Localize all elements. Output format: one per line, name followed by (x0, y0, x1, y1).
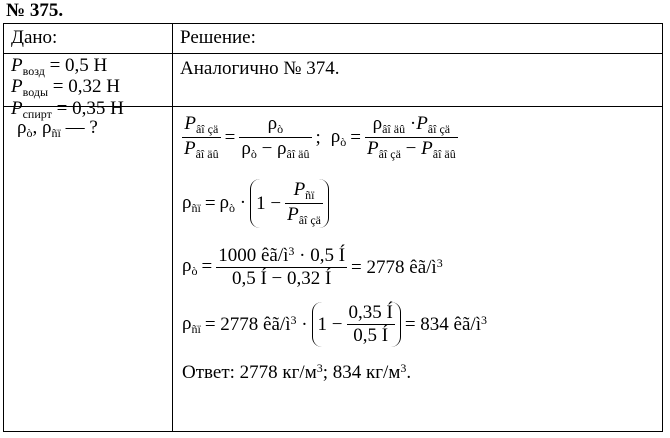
given-header: Дано: (4, 24, 173, 54)
solution-intro-cell (173, 54, 663, 107)
solution-body (173, 107, 663, 432)
solution-table (3, 23, 663, 432)
solution-header: Решение: (173, 24, 663, 54)
problem-number: № 375. (6, 0, 64, 21)
equation-2: $\rho_{ñï}$ = $\rho_ò$ · 1 − $\frac{P_{ñï}}{P_{âî çä}}$ (182, 179, 329, 228)
given-air: $P_{возд} = 0,5$ Н (11, 55, 108, 78)
equation-4: $\rho_{ñï}$ = 2778 $êã/ì^3$ · 1 − $\frac{0,35 Í}{0,5 Í}$ = 834 $êã/ì^3$ (182, 302, 487, 346)
equation-3: $\rho_ò$ = $\frac{1000 êã/ì^3 \cdot 0,5 Í}{0,5 Í - 0,32 Í}$ = 2778 $êã/ì^3$ (182, 244, 443, 289)
equation-1: $\frac{P_{âî çä}}{P_{âî äû}}$ = $\frac{\rho_ò}{\rho_ò - \rho_{âî äû}}$ ; $\rho_ò$ = $\frac{\rho_{âî äû} \cdot P_{âî çä}}{P_{âî çä} - P_{âî äû}}$ (184, 113, 456, 161)
answer: Ответ: 2778 $кг/м^3$; 834 $кг/м^3$. (182, 361, 412, 383)
unknowns: $\rho_ò$, $\rho_{ñï}$ — ? (17, 117, 98, 140)
given-values (4, 54, 173, 121)
given-spirit: $P_{спирт} = 0,35$ Н (11, 98, 124, 121)
given-water: $P_{воды} = 0,32$ Н (11, 76, 120, 99)
unknowns-cell (4, 107, 173, 432)
solution-intro: Аналогично № 374. (180, 58, 340, 79)
